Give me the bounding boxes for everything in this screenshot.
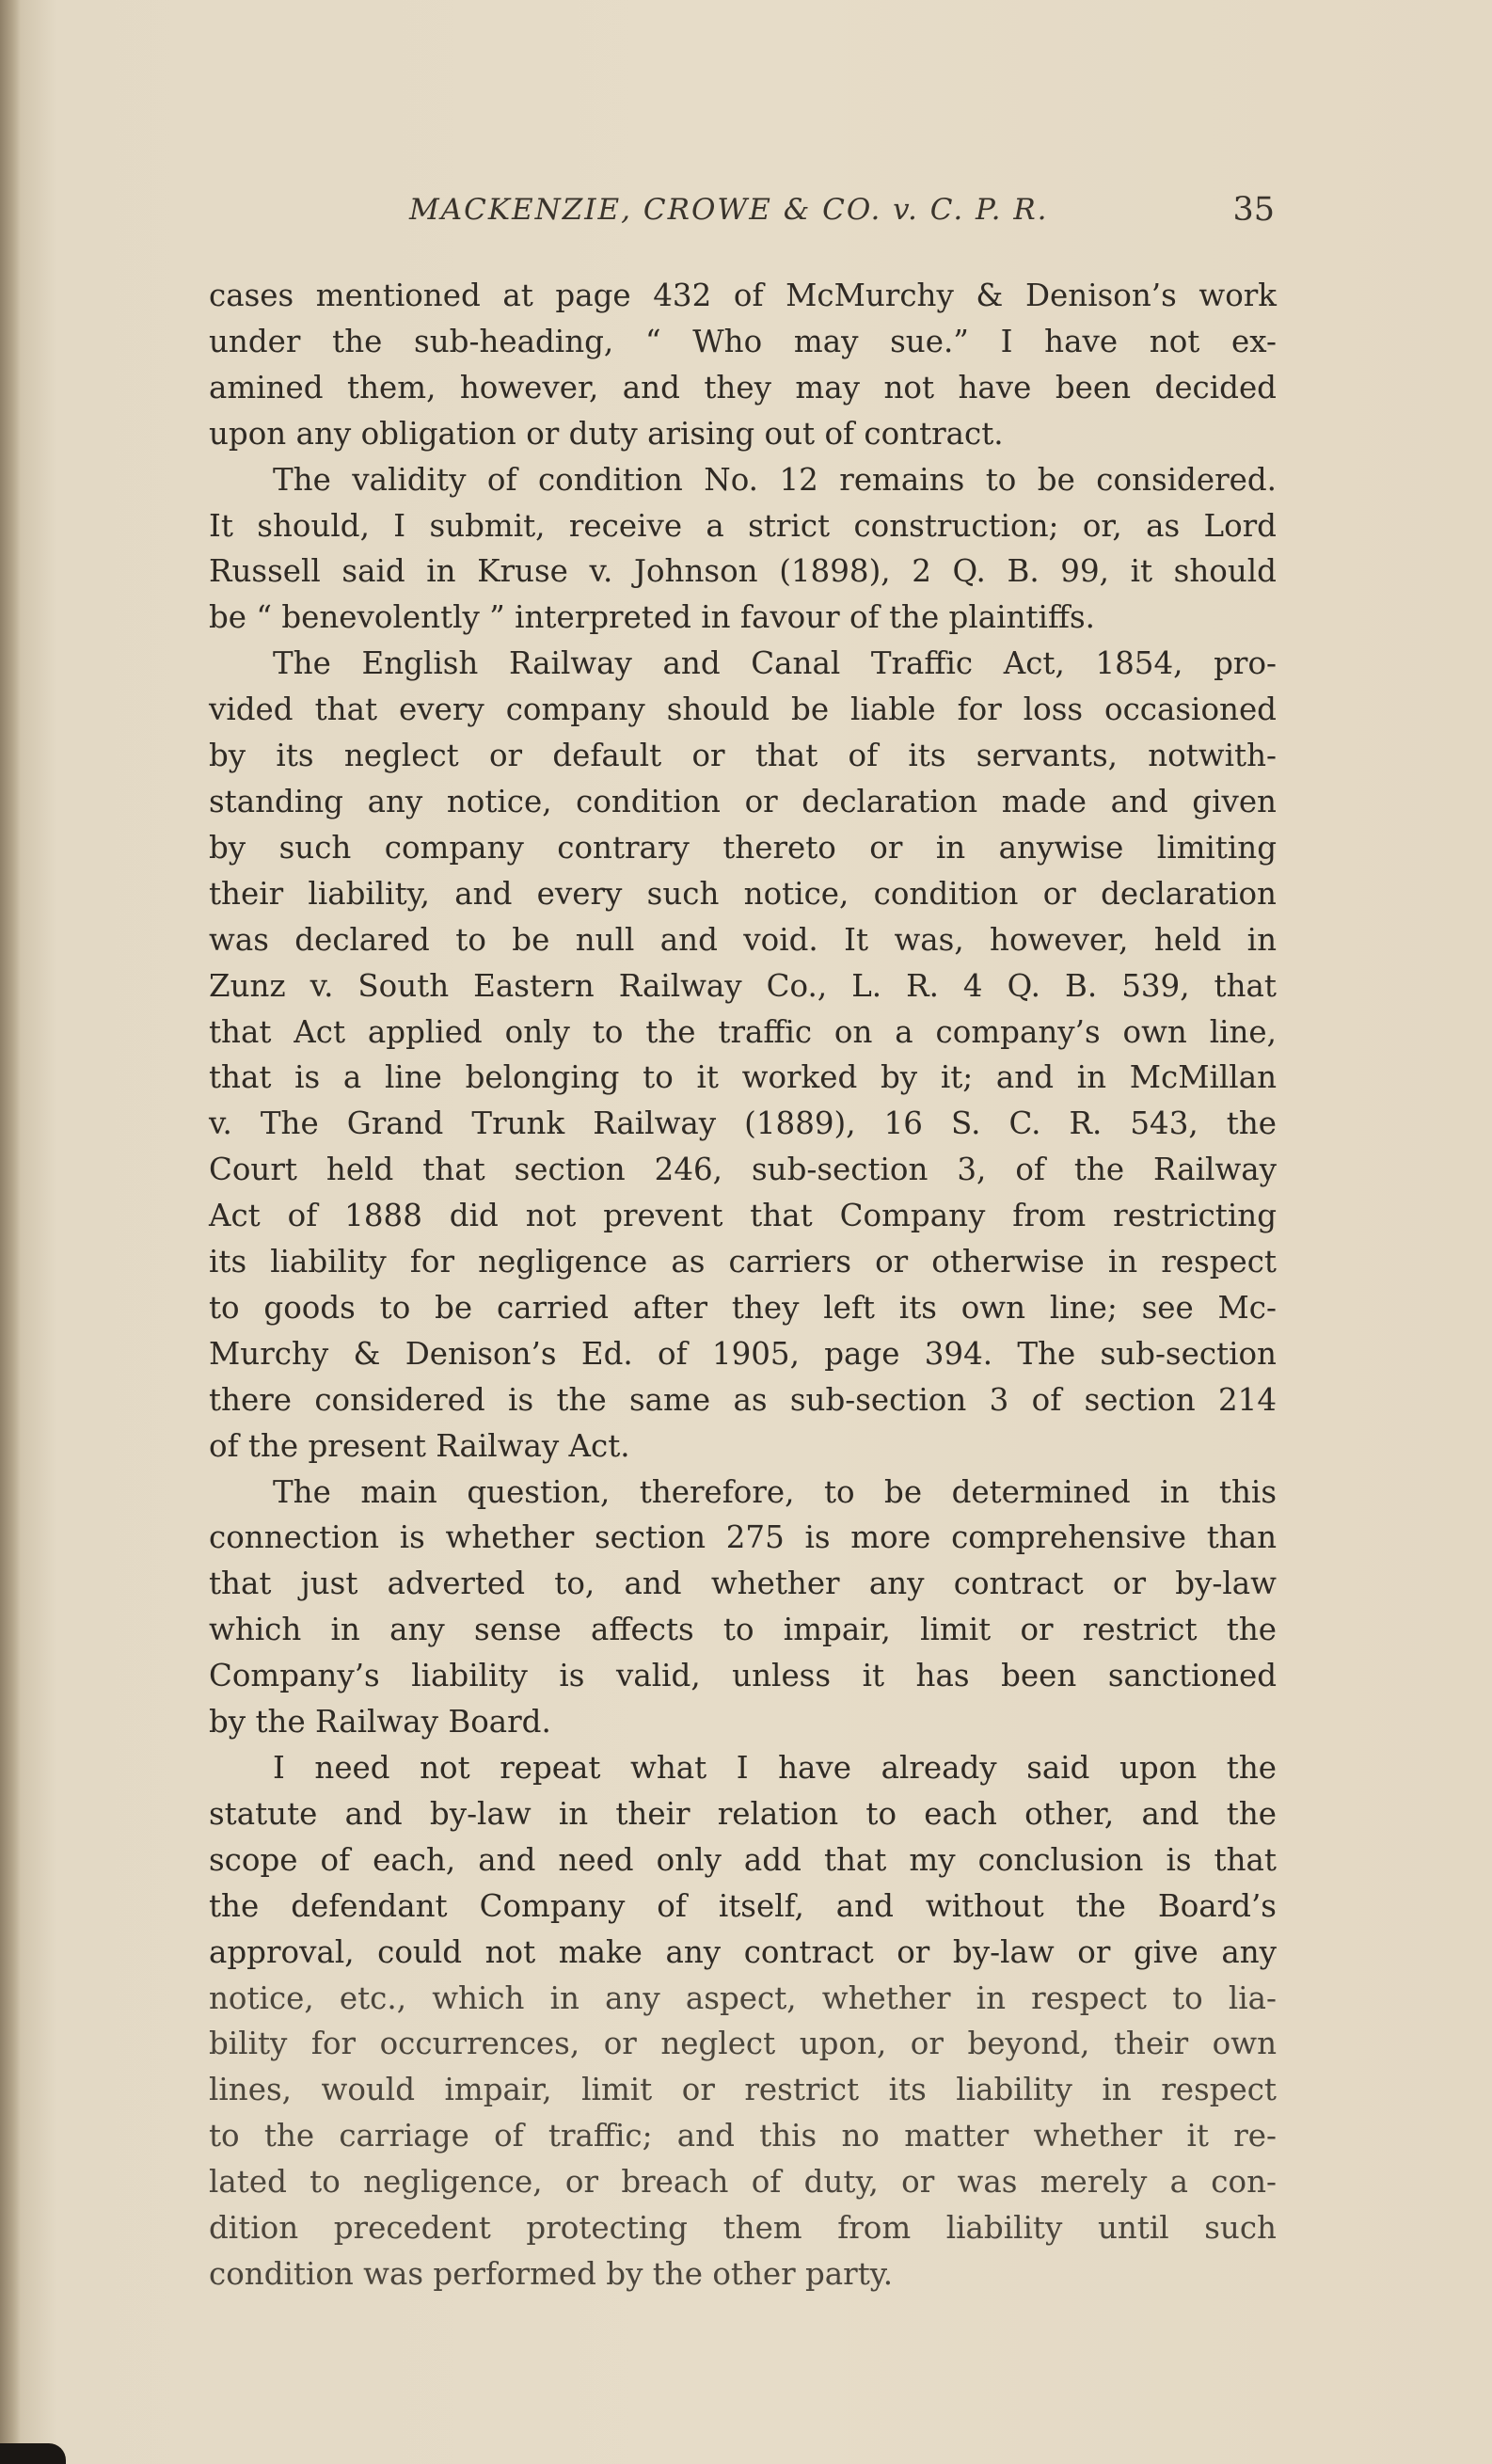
text-line: their liability, and every such notice, condition or declaration [209, 875, 1277, 912]
text-line: Court held that section 246, sub-section 3, of the Railway [209, 1152, 1277, 1188]
text-line: The English Railway and Canal Traffic Act, 1854, pro- [273, 645, 1277, 682]
text-line: scope of each, and need only add that my conclusion is that [209, 1841, 1277, 1878]
text-line: Act of 1888 did not prevent that Company from restricting [209, 1198, 1277, 1234]
text-line: the defendant Company of itself, and without the Board’s [209, 1887, 1277, 1924]
text-line: connection is whether section 275 is more comprehensive than [209, 1519, 1277, 1556]
paragraph [209, 1745, 1277, 2297]
text-line: statute and by-law in their relation to each other, and the [209, 1795, 1277, 1832]
text-line: lines, would impair, limit or restrict its liability in respect [209, 2072, 1277, 2108]
text-line: of the present Railway Act. [209, 1427, 630, 1464]
text-line: its liability for negligence as carriers or otherwise in respect [209, 1244, 1277, 1280]
text-line: by such company contrary thereto or in anywise limiting [209, 829, 1277, 866]
text-line: dition precedent protecting them from liability until such [209, 2210, 1277, 2247]
paragraph [209, 457, 1277, 642]
text-line: vided that every company should be liable for loss occasioned [209, 692, 1277, 728]
running-head-title: MACKENZIE, CROWE & CO. v. C. P. R. [409, 193, 1049, 227]
text-line: approval, could not make any contract or by-law or give any [209, 1933, 1277, 1970]
text-line: that just adverted to, and whether any contract or by-law [209, 1566, 1277, 1602]
text-line: that is a line belonging to it worked by it; and in McMillan [209, 1059, 1277, 1096]
text-line: condition was performed by the other party. [209, 2255, 894, 2292]
text-line: that Act applied only to the traffic on a company’s own line, [209, 1013, 1277, 1050]
text-line: Company’s liability is valid, unless it has been sanctioned [209, 1658, 1277, 1694]
text-line: It should, I submit, receive a strict construction; or, as Lord [209, 507, 1277, 544]
body-text [209, 273, 1277, 2297]
text-line: to the carriage of traffic; and this no matter whether it re- [209, 2118, 1277, 2154]
text-line: under the sub-heading, “ Who may sue.” I have not ex- [209, 323, 1277, 359]
text-line: upon any obligation or duty arising out of contract. [209, 415, 1004, 452]
text-line: cases mentioned at page 432 of McMurchy & Denison’s work [209, 278, 1277, 313]
text-line: by the Railway Board. [209, 1704, 551, 1741]
text-line: I need not repeat what I have already said upon the [273, 1750, 1277, 1786]
paragraph [209, 273, 1277, 457]
text-line: by its neglect or default or that of its servants, notwith- [209, 738, 1277, 774]
text-line: The main question, therefore, to be determined in this [273, 1473, 1277, 1510]
text-line: Murchy & Denison’s Ed. of 1905, page 394. The sub-section [209, 1335, 1277, 1372]
text-line: The validity of condition No. 12 remains to be considered. [273, 461, 1277, 498]
page-number: 35 [1232, 191, 1275, 229]
text-line: amined them, however, and they may not have been decided [209, 369, 1277, 405]
text-line: Zunz v. South Eastern Railway Co., L. R. 4 Q. B. 539, that [209, 967, 1277, 1004]
text-line: was declared to be null and void. It was, however, held in [209, 921, 1277, 958]
paragraph [209, 1470, 1277, 1745]
text-line: lated to negligence, or breach of duty, or was merely a con- [209, 2164, 1277, 2201]
running-head [212, 193, 1284, 240]
text-line: notice, etc., which in any aspect, whether in respect to lia- [209, 1979, 1277, 2016]
text-line: standing any notice, condition or declaration made and given [209, 783, 1277, 819]
text-line: v. The Grand Trunk Railway (1889), 16 S. C. R. 543, the [209, 1105, 1277, 1142]
text-line: which in any sense affects to impair, limit or restrict the [209, 1612, 1277, 1648]
text-line: there considered is the same as sub-section 3 of section 214 [209, 1381, 1277, 1418]
binding-gutter-shadow [0, 0, 21, 2464]
text-line: be “ benevolently ” interpreted in favour of the plaintiffs. [209, 599, 1095, 636]
text-line: to goods to be carried after they left its own line; see Mc- [209, 1289, 1277, 1326]
paragraph [209, 641, 1277, 1469]
text-line: bility for occurrences, or neglect upon, or beyond, their own [209, 2026, 1277, 2062]
scan-corner-shadow [0, 2443, 66, 2464]
text-line: Russell said in Kruse v. Johnson (1898), 2 Q. B. 99, it should [209, 553, 1277, 590]
